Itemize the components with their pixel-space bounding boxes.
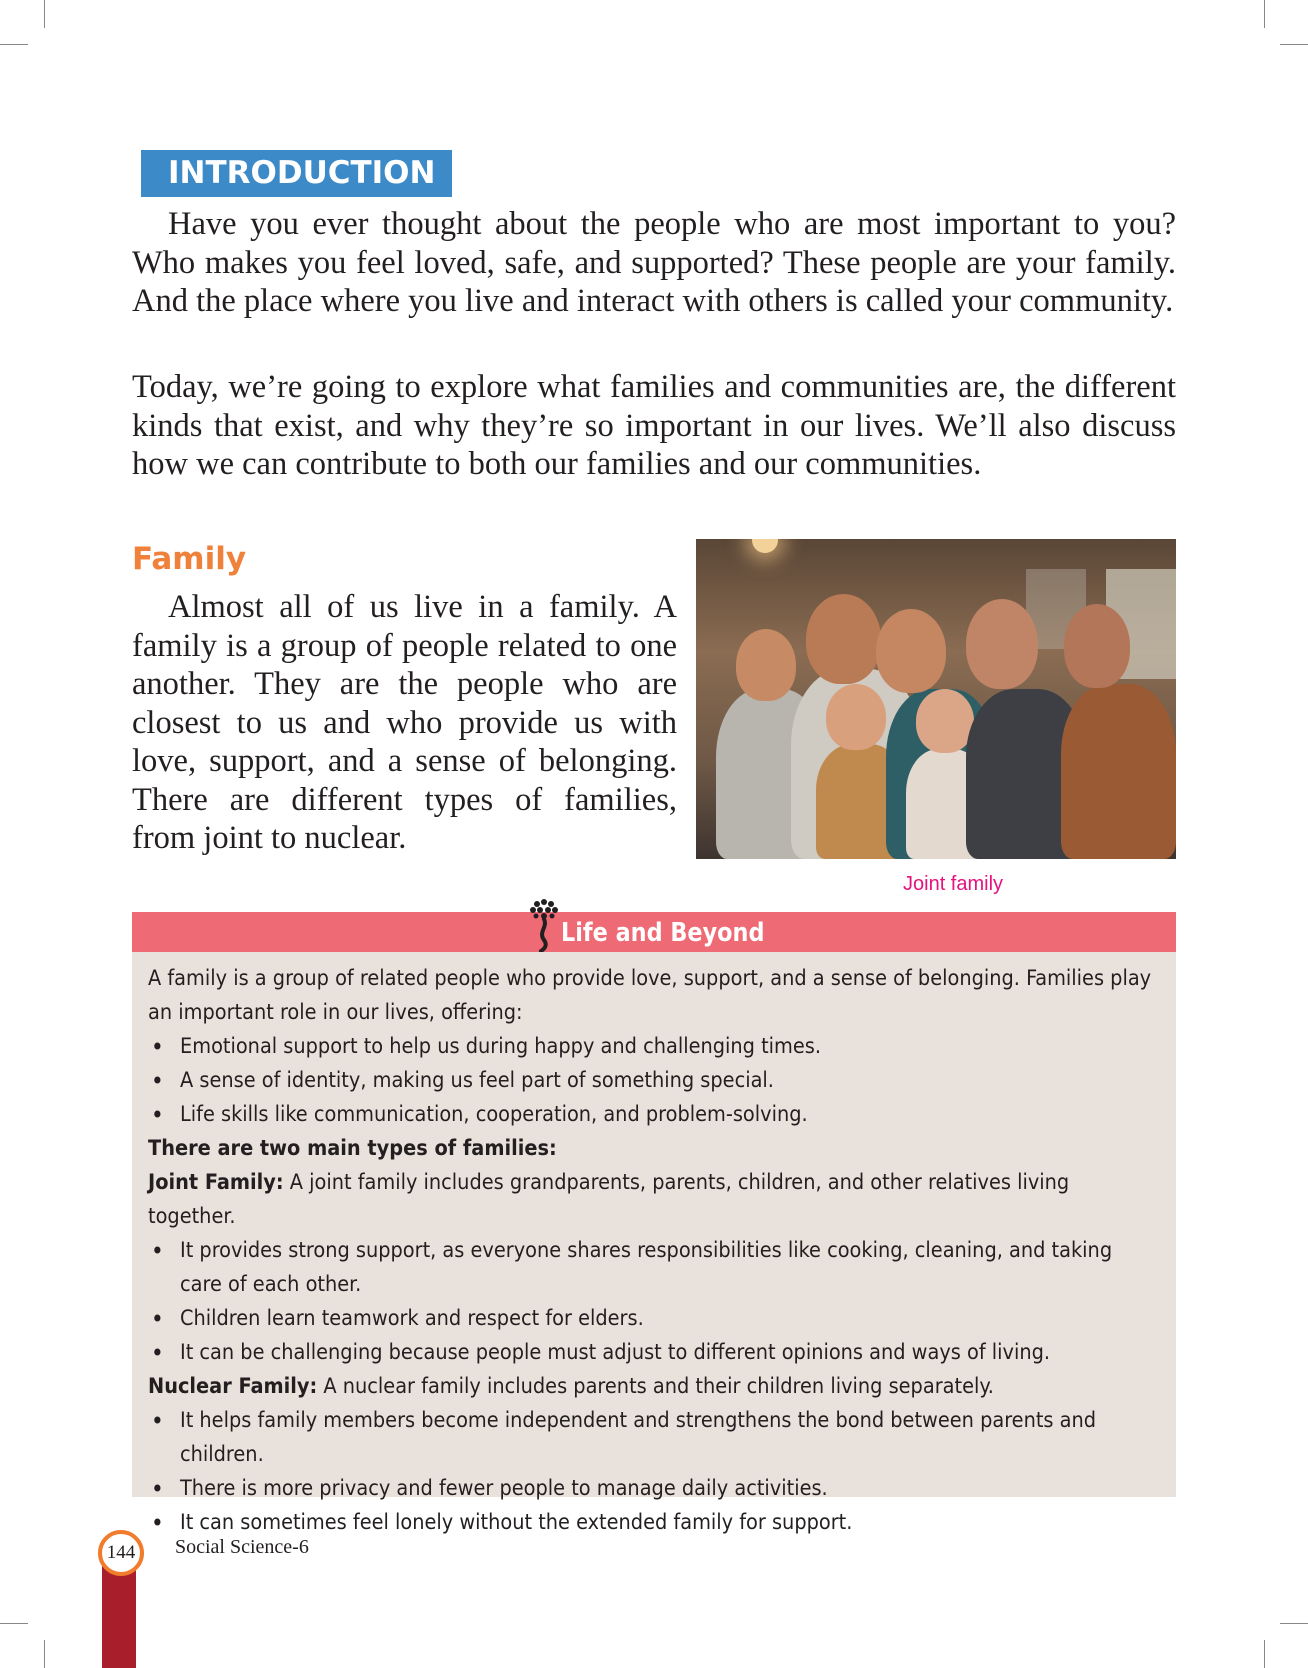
- list-item: • It helps family members become independent and strengthens the bond between parents and children.: [148, 1404, 1158, 1472]
- joint-family-definition: [148, 1166, 1158, 1234]
- person-face: [966, 599, 1038, 689]
- intro-paragraph-2: Today, we’re going to explore what families and communities are, the different kinds that exist, and why they’re so important in our lives. We’ll also discuss how we can contribute to both our families and our communities.: [132, 369, 1176, 482]
- joint-family-text: A joint family includes grandparents, parents, children, and other relatives living together.: [148, 1170, 1070, 1229]
- page-number: 144: [98, 1530, 144, 1576]
- list-item: • It can be challenging because people must adjust to different opinions and ways of living.: [148, 1336, 1158, 1370]
- types-heading: There are two main types of families:: [148, 1136, 557, 1161]
- box-intro: A family is a group of related people who provide love, support, and a sense of belonging. Families play an important role in our lives, offering:: [148, 966, 1152, 1025]
- crop-mark: [0, 44, 28, 45]
- intro-paragraph-1: Have you ever thought about the people who are most important to you? Who makes you feel loved, safe, and supported? These people are your family. And the place where you live and interact with others is called your community.: [132, 206, 1176, 319]
- life-and-beyond-box: [132, 912, 1176, 1535]
- person-face: [876, 609, 946, 693]
- nuclear-family-label: Nuclear Family:: [148, 1374, 318, 1399]
- tree-person-icon: [524, 892, 564, 952]
- list-item: • It provides strong support, as everyone shares responsibilities like cooking, cleaning, and taking care of each other.: [148, 1234, 1158, 1302]
- crop-mark: [44, 0, 45, 28]
- joint-family-photo: [696, 539, 1176, 859]
- benefits-list: [148, 1030, 1158, 1132]
- image-caption: Joint family: [903, 873, 1004, 895]
- box-title: Life and Beyond: [561, 918, 765, 948]
- list-item: • It can sometimes feel lonely without the extended family for support.: [148, 1506, 1158, 1540]
- nuclear-family-points: [148, 1404, 1158, 1540]
- person-face: [806, 594, 881, 684]
- crop-mark: [1264, 1640, 1265, 1668]
- person-body: [1061, 684, 1176, 859]
- person-face: [1064, 604, 1130, 688]
- nuclear-family-definition: [148, 1370, 1158, 1404]
- crop-mark: [1280, 44, 1308, 45]
- list-item: • A sense of identity, making us feel part of something special.: [148, 1064, 1158, 1098]
- family-heading: Family: [132, 541, 247, 577]
- list-item: • Children learn teamwork and respect for elders.: [148, 1302, 1158, 1336]
- crop-mark: [44, 1640, 45, 1668]
- joint-family-label: Joint Family:: [148, 1170, 284, 1195]
- person-face: [826, 684, 886, 750]
- list-item: • Life skills like communication, cooperation, and problem-solving.: [148, 1098, 1158, 1132]
- book-title: Social Science-6: [175, 1536, 309, 1558]
- list-item: • Emotional support to help us during happy and challenging times.: [148, 1030, 1158, 1064]
- crop-mark: [1280, 1623, 1308, 1624]
- person-face: [736, 629, 796, 701]
- joint-family-points: [148, 1234, 1158, 1370]
- person-face: [916, 689, 974, 753]
- list-item: • There is more privacy and fewer people to manage daily activities.: [148, 1472, 1158, 1506]
- box-body: [148, 962, 1158, 1540]
- crop-mark: [1264, 0, 1265, 28]
- lamp-glow: [752, 539, 778, 553]
- introduction-heading: INTRODUCTION: [141, 150, 452, 197]
- nuclear-family-text: A nuclear family includes parents and their children living separately.: [317, 1374, 994, 1399]
- crop-mark: [0, 1623, 28, 1624]
- family-paragraph: Almost all of us live in a family. A family is a group of people related to one another. They are the people who are closest to us and who provide us with love, support, and a sense of belonging. There are different types of families, from joint to nuclear.: [132, 589, 677, 856]
